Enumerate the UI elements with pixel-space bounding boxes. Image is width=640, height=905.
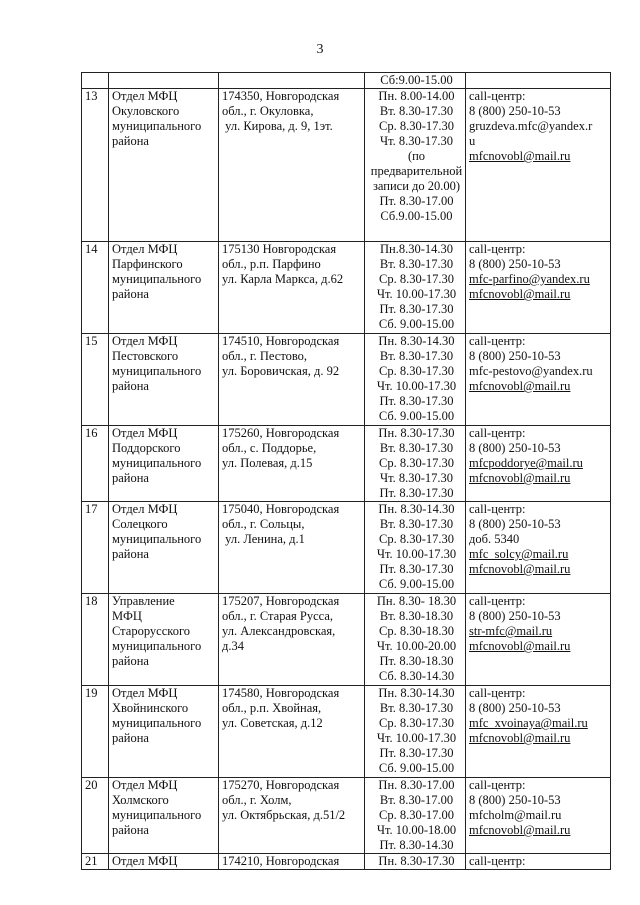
office-name-line: муниципального [112, 272, 202, 286]
contact-line: доб. 5340 [469, 532, 520, 546]
address-line: обл., р.п. Хвойная, [222, 701, 322, 715]
hours-line: Сб.9.00-15.00 [380, 209, 453, 223]
table-row [82, 854, 611, 870]
office-name-line: Отдел МФЦ [112, 778, 178, 792]
office-name-line: муниципального [112, 716, 202, 730]
address-line: обл., г. Окуловка, [222, 104, 314, 118]
working-hours-cell [365, 242, 466, 334]
office-name-line: района [112, 731, 149, 745]
email-link[interactable]: mfcnovobl@mail.ru [469, 562, 571, 576]
hours-line: Сб. 8.30-14.30 [378, 669, 455, 683]
email-link[interactable]: mfcpoddorye@mail.ru [469, 456, 583, 470]
hours-line: Вт. 8.30-17.30 [379, 441, 454, 455]
office-name-line: Поддорского [112, 441, 181, 455]
address-line: 175270, Новгородская [222, 778, 340, 792]
office-name-line: Старорусского [112, 624, 191, 638]
office-name-line: муниципального [112, 364, 202, 378]
office-name-line: Окуловского [112, 104, 180, 118]
office-name-line: муниципального [112, 119, 202, 133]
contacts-cell [466, 73, 611, 89]
address-line: 175207, Новгородская [222, 594, 340, 608]
address-line: ул. Кирова, д. 9, 1эт. [222, 119, 333, 133]
office-name-line: Пестовского [112, 349, 179, 363]
hours-line: Ср. 8.30-17.30 [379, 716, 454, 730]
office-name-line: Отдел МФЦ [112, 334, 178, 348]
address-line: 174210, Новгородская [222, 854, 340, 868]
row-number-cell: 16 [82, 426, 109, 502]
address-line: ул. Ленина, д.1 [222, 532, 305, 546]
table-row [82, 334, 611, 426]
email-link[interactable]: mfc-parfino@yandex.ru [469, 272, 590, 286]
office-name-line: муниципального [112, 456, 202, 470]
hours-line: Пт. 8.30-17.30 [379, 486, 454, 500]
office-name-line: Отдел МФЦ [112, 854, 178, 868]
contact-line: mfc-pestovo@yandex.ru [469, 364, 593, 378]
address-cell [219, 854, 365, 870]
hours-line: Чт. 10.00-20.00 [376, 639, 457, 653]
contact-line: 8 (800) 250-10-53 [469, 441, 561, 455]
working-hours-cell [365, 854, 466, 870]
contact-line: call-центр: [469, 89, 526, 103]
contact-line: call-центр: [469, 502, 526, 516]
table-row-continued [82, 73, 611, 89]
hours-line: Вт. 8.30-17.30 [379, 104, 454, 118]
office-name-line: муниципального [112, 532, 202, 546]
table-row [82, 594, 611, 686]
contacts-cell [466, 426, 611, 502]
hours-line: Пн. 8.30- 18.30 [376, 594, 457, 608]
office-name-line: Хвойнинского [112, 701, 189, 715]
row-number-cell [82, 73, 109, 89]
office-name-cell [109, 89, 219, 242]
hours-line: Сб:9.00-15.00 [380, 73, 453, 87]
contacts-cell [466, 686, 611, 778]
hours-line: Ср. 8.30-17.30 [379, 364, 454, 378]
hours-line: Чт. 10.00-17.30 [376, 287, 457, 301]
contacts-cell [466, 89, 611, 242]
address-cell [219, 502, 365, 594]
contact-line: call-центр: [469, 242, 526, 256]
contact-line: call-центр: [469, 854, 526, 868]
address-line: обл., р.п. Парфино [222, 257, 321, 271]
office-name-line: района [112, 134, 149, 148]
hours-line: Ср. 8.30-17.30 [379, 456, 454, 470]
hours-line: Сб. 9.00-15.00 [378, 761, 455, 775]
hours-line: Вт. 8.30-17.30 [379, 517, 454, 531]
address-line: обл., г. Холм, [222, 793, 292, 807]
office-name-line: Солецкого [112, 517, 168, 531]
office-name-line: Отдел МФЦ [112, 242, 178, 256]
row-number-cell: 15 [82, 334, 109, 426]
office-name-line: муниципального [112, 639, 202, 653]
address-line: ул. Александровская, [222, 624, 336, 638]
office-name-line: района [112, 547, 149, 561]
table-body [82, 73, 611, 870]
hours-line: Ср. 8.30-17.30 [379, 272, 454, 286]
email-link[interactable]: mfcnovobl@mail.ru [469, 149, 571, 163]
office-name-line: Отдел МФЦ [112, 686, 178, 700]
hours-line: Вт. 8.30-17.30 [379, 257, 454, 271]
hours-line: Вт. 8.30-17.30 [379, 701, 454, 715]
address-line: ул. Советская, д.12 [222, 716, 323, 730]
contact-line: 8 (800) 250-10-53 [469, 609, 561, 623]
office-name-cell [109, 242, 219, 334]
office-name-line: района [112, 287, 149, 301]
address-line: 174510, Новгородская [222, 334, 340, 348]
office-name-cell [109, 778, 219, 854]
address-line: ул. Карла Маркса, д.62 [222, 272, 344, 286]
address-cell [219, 89, 365, 242]
hours-line: предварительной [370, 164, 463, 178]
office-name-cell [109, 502, 219, 594]
row-number-cell: 18 [82, 594, 109, 686]
address-cell [219, 594, 365, 686]
address-line: ул. Боровичская, д. 92 [222, 364, 340, 378]
office-name-cell [109, 73, 219, 89]
address-line: 174580, Новгородская [222, 686, 340, 700]
address-line: д.34 [222, 639, 244, 653]
working-hours-cell [365, 778, 466, 854]
email-link[interactable]: mfcnovobl@mail.ru [469, 287, 571, 301]
hours-line: Сб. 9.00-15.00 [378, 317, 455, 331]
office-name-line: Парфинского [112, 257, 183, 271]
table-row [82, 778, 611, 854]
row-number-cell: 21 [82, 854, 109, 870]
row-number-cell: 17 [82, 502, 109, 594]
table-row [82, 686, 611, 778]
contact-line: 8 (800) 250-10-53 [469, 349, 561, 363]
row-number-cell: 13 [82, 89, 109, 242]
email-link[interactable]: mfcnovobl@mail.ru [469, 731, 571, 745]
office-name-line: района [112, 823, 149, 837]
contact-line: gruzdeva.mfc@yandex.r [469, 119, 593, 133]
office-name-cell [109, 686, 219, 778]
email-link[interactable]: mfcnovobl@mail.ru [469, 823, 571, 837]
contact-line: 8 (800) 250-10-53 [469, 793, 561, 807]
address-cell [219, 778, 365, 854]
hours-line: Ср. 8.30-17.30 [379, 119, 454, 133]
hours-line: Пн. 8.30-14.30 [378, 334, 455, 348]
mfc-offices-table [81, 72, 611, 870]
hours-line: Пн. 8.30-17.30 [378, 854, 455, 868]
address-cell [219, 73, 365, 89]
hours-line: Вт. 8.30-17.30 [379, 349, 454, 363]
office-name-line: Отдел МФЦ [112, 89, 178, 103]
address-line: 175260, Новгородская [222, 426, 340, 440]
hours-line: Пт. 8.30-18.30 [379, 654, 454, 668]
office-name-line: МФЦ [112, 609, 142, 623]
office-name-cell [109, 854, 219, 870]
working-hours-cell [365, 502, 466, 594]
office-name-line: муниципального [112, 808, 202, 822]
hours-line: Чт. 8.30-17.30 [379, 471, 454, 485]
table-row [82, 426, 611, 502]
working-hours-cell [365, 334, 466, 426]
working-hours-cell [365, 73, 466, 89]
hours-line: Чт. 10.00-17.30 [376, 379, 457, 393]
row-number-cell: 19 [82, 686, 109, 778]
contacts-cell [466, 778, 611, 854]
hours-line: Пн. 8.00-14.00 [378, 89, 455, 103]
address-line: обл., г. Старая Русса, [222, 609, 334, 623]
table-row [82, 502, 611, 594]
email-link[interactable]: mfcnovobl@mail.ru [469, 379, 571, 393]
address-line: 174350, Новгородская [222, 89, 340, 103]
office-name-cell [109, 426, 219, 502]
hours-line: Чт. 10.00-18.00 [376, 823, 457, 837]
office-name-cell [109, 594, 219, 686]
hours-line: Пт. 8.30-17.00 [379, 194, 454, 208]
address-line: 175040, Новгородская [222, 502, 340, 516]
office-name-cell [109, 334, 219, 426]
address-line: ул. Октябрьская, д.51/2 [222, 808, 346, 822]
hours-line: Пн. 8.30-14.30 [378, 502, 455, 516]
hours-line: Пт. 8.30-17.30 [379, 562, 454, 576]
row-number-cell: 14 [82, 242, 109, 334]
table-row [82, 89, 611, 242]
hours-line: (по [407, 149, 426, 163]
contact-line: 8 (800) 250-10-53 [469, 517, 561, 531]
hours-line: Чт. 10.00-17.30 [376, 731, 457, 745]
contact-line: mfcholm@mail.ru [469, 808, 562, 822]
hours-line: Пт. 8.30-14.30 [379, 838, 454, 852]
row-number-cell: 20 [82, 778, 109, 854]
hours-line: Ср. 8.30-17.30 [379, 532, 454, 546]
hours-line: Ср. 8.30-17.00 [379, 808, 454, 822]
contacts-cell [466, 854, 611, 870]
contact-line: call-центр: [469, 334, 526, 348]
table-row [82, 242, 611, 334]
contact-line: 8 (800) 250-10-53 [469, 701, 561, 715]
contact-line: 8 (800) 250-10-53 [469, 257, 561, 271]
working-hours-cell [365, 686, 466, 778]
hours-line: Вт. 8.30-18.30 [379, 609, 454, 623]
office-name-line: Отдел МФЦ [112, 502, 178, 516]
page-number: 3 [316, 42, 324, 57]
address-line: обл., с. Поддорье, [222, 441, 317, 455]
hours-line: Ср. 8.30-18.30 [379, 624, 454, 638]
office-name-line: Управление [112, 594, 175, 608]
working-hours-cell [365, 89, 466, 242]
contact-line: 8 (800) 250-10-53 [469, 104, 561, 118]
address-line: обл., г. Сольцы, [222, 517, 305, 531]
hours-line: Чт. 10.00-17.30 [376, 547, 457, 561]
contacts-cell [466, 242, 611, 334]
hours-line: записи до 20.00) [372, 179, 461, 193]
address-cell [219, 334, 365, 426]
email-link[interactable]: str-mfc@mail.ru [469, 624, 553, 638]
hours-line: Пт. 8.30-17.30 [379, 394, 454, 408]
contact-line: call-центр: [469, 686, 526, 700]
contact-line: call-центр: [469, 778, 526, 792]
contact-line: call-центр: [469, 594, 526, 608]
hours-line: Чт. 8.30-17.30 [379, 134, 454, 148]
address-line: ул. Полевая, д.15 [222, 456, 313, 470]
email-link[interactable]: mfc_xvoinaya@mail.ru [469, 716, 588, 730]
address-cell [219, 686, 365, 778]
hours-line: Пт. 8.30-17.30 [379, 302, 454, 316]
address-cell [219, 242, 365, 334]
hours-line: Сб. 9.00-15.00 [378, 409, 455, 423]
email-link[interactable]: mfcnovobl@mail.ru [469, 639, 571, 653]
hours-line: Пн.8.30-14.30 [379, 242, 453, 256]
address-line: обл., г. Пестово, [222, 349, 308, 363]
contact-line: call-центр: [469, 426, 526, 440]
hours-line: Вт. 8.30-17.00 [379, 793, 454, 807]
hours-line: Пн. 8.30-17.00 [378, 778, 455, 792]
hours-line: Пн. 8.30-17.30 [378, 426, 455, 440]
hours-line: Пн. 8.30-14.30 [378, 686, 455, 700]
contacts-cell [466, 334, 611, 426]
address-line: 175130 Новгородская [222, 242, 337, 256]
email-link[interactable]: mfc_solcy@mail.ru [469, 547, 569, 561]
working-hours-cell [365, 426, 466, 502]
office-name-line: района [112, 654, 149, 668]
working-hours-cell [365, 594, 466, 686]
office-name-line: Отдел МФЦ [112, 426, 178, 440]
office-name-line: Холмского [112, 793, 169, 807]
office-name-line: района [112, 471, 149, 485]
office-name-line: района [112, 379, 149, 393]
hours-line: Пт. 8.30-17.30 [379, 746, 454, 760]
contacts-cell [466, 594, 611, 686]
hours-line: Сб. 9.00-15.00 [378, 577, 455, 591]
contacts-cell [466, 502, 611, 594]
email-link[interactable]: mfcnovobl@mail.ru [469, 471, 571, 485]
address-cell [219, 426, 365, 502]
contact-line: u [469, 134, 476, 148]
